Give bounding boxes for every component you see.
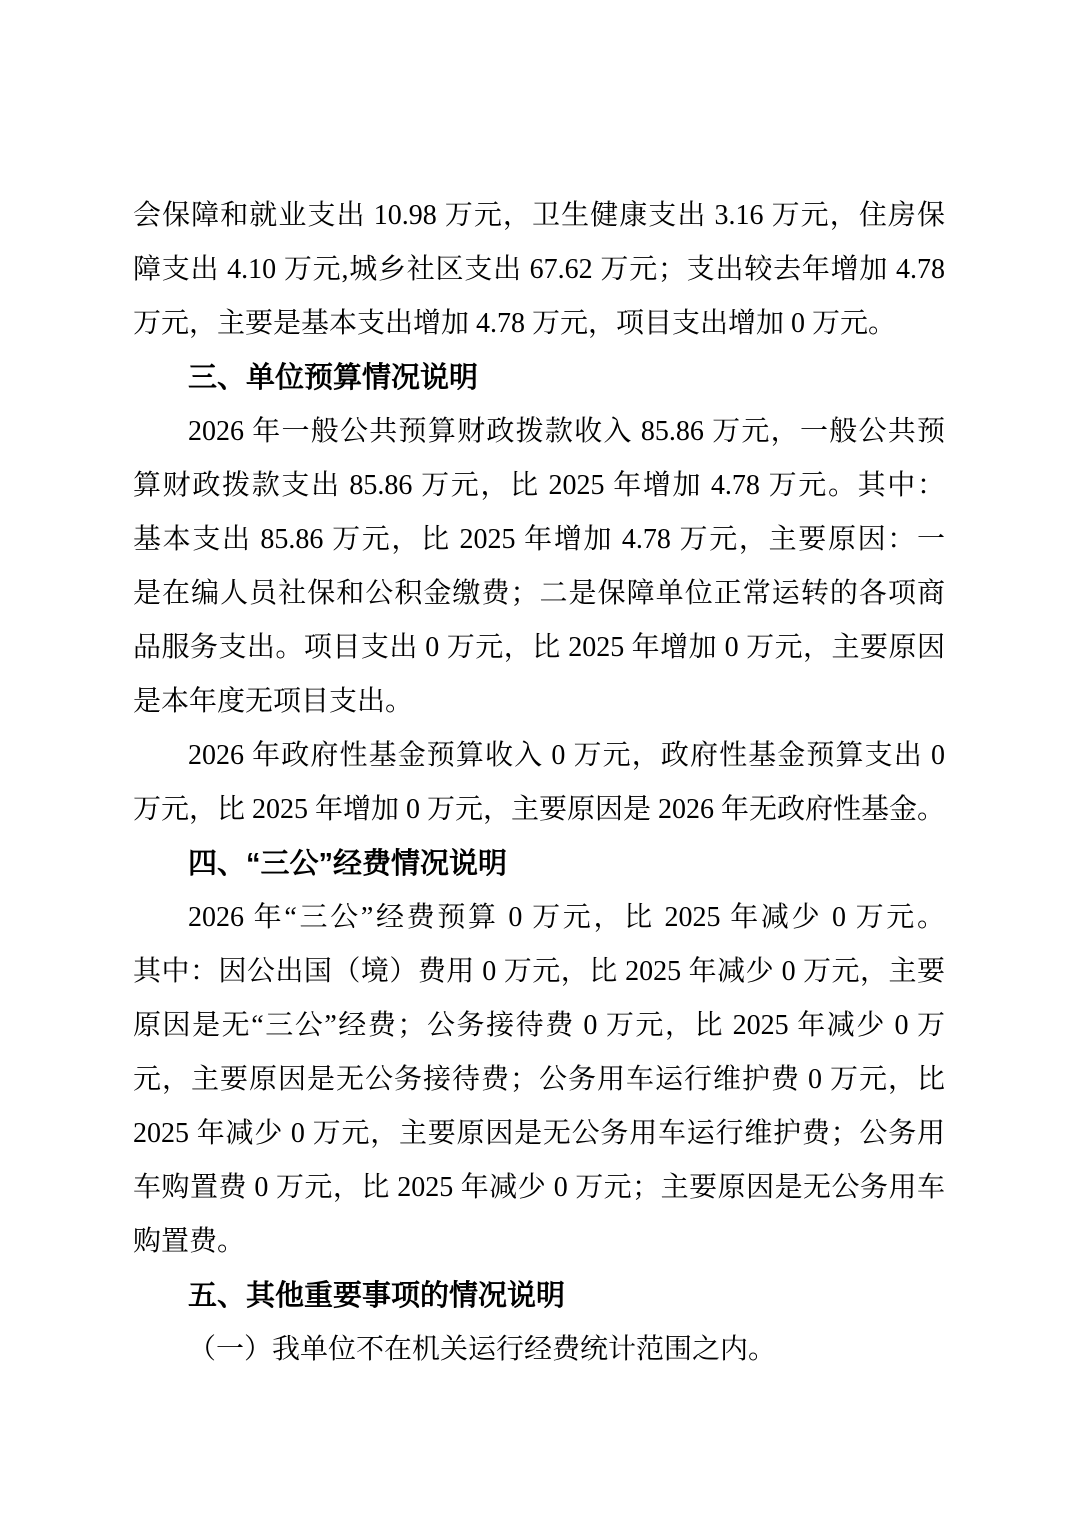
text-line: （一）我单位不在机关运行经费统计范围之内。 (188, 1334, 777, 1365)
text-line: 原因是无“三公”经费；公务接待费 0 万元，比 2025 年减少 0 万 (133, 1010, 945, 1041)
section-heading: 四、“三公”经费情况说明 (188, 848, 508, 880)
text-line: 品服务支出。项目支出 0 万元，比 2025 年增加 0 万元，主要原因 (133, 632, 945, 663)
text-line: 万元，主要是基本支出增加 4.78 万元，项目支出增加 0 万元。 (133, 308, 897, 339)
text-line: 万元，比 2025 年增加 0 万元，主要原因是 2026 年无政府性基金。 (133, 794, 945, 825)
text-line: 2026 年一般公共预算财政拨款收入 85.86 万元，一般公共预 (188, 416, 945, 447)
text-line: 购置费。 (133, 1226, 246, 1257)
text-line: 其中：因公出国（境）费用 0 万元，比 2025 年减少 0 万元，主要 (133, 956, 945, 987)
text-line: 是本年度无项目支出。 (133, 686, 414, 717)
text-line: 基本支出 85.86 万元，比 2025 年增加 4.78 万元，主要原因：一 (133, 524, 945, 555)
text-line: 是在编人员社保和公积金缴费；二是保障单位正常运转的各项商 (133, 578, 945, 609)
text-line: 车购置费 0 万元，比 2025 年减少 0 万元；主要原因是无公务用车 (133, 1172, 945, 1203)
text-line: 障支出 4.10 万元,城乡社区支出 67.62 万元；支出较去年增加 4.78 (133, 254, 945, 285)
text-line: 元，主要原因是无公务接待费；公务用车运行维护费 0 万元，比 (133, 1064, 945, 1095)
text-line: 2026 年政府性基金预算收入 0 万元，政府性基金预算支出 0 (188, 740, 945, 771)
text-line: 算财政拨款支出 85.86 万元，比 2025 年增加 4.78 万元。其中： (133, 470, 945, 501)
section-heading: 三、单位预算情况说明 (188, 362, 479, 394)
text-line: 2025 年减少 0 万元，主要原因是无公务用车运行维护费；公务用 (133, 1118, 945, 1149)
document-body (133, 189, 945, 1377)
text-line: 会保障和就业支出 10.98 万元，卫生健康支出 3.16 万元，住房保 (133, 200, 945, 231)
text-line: 2026 年“三公”经费预算 0 万元，比 2025 年减少 0 万元。 (188, 902, 945, 933)
section-heading: 五、其他重要事项的情况说明 (188, 1280, 566, 1312)
